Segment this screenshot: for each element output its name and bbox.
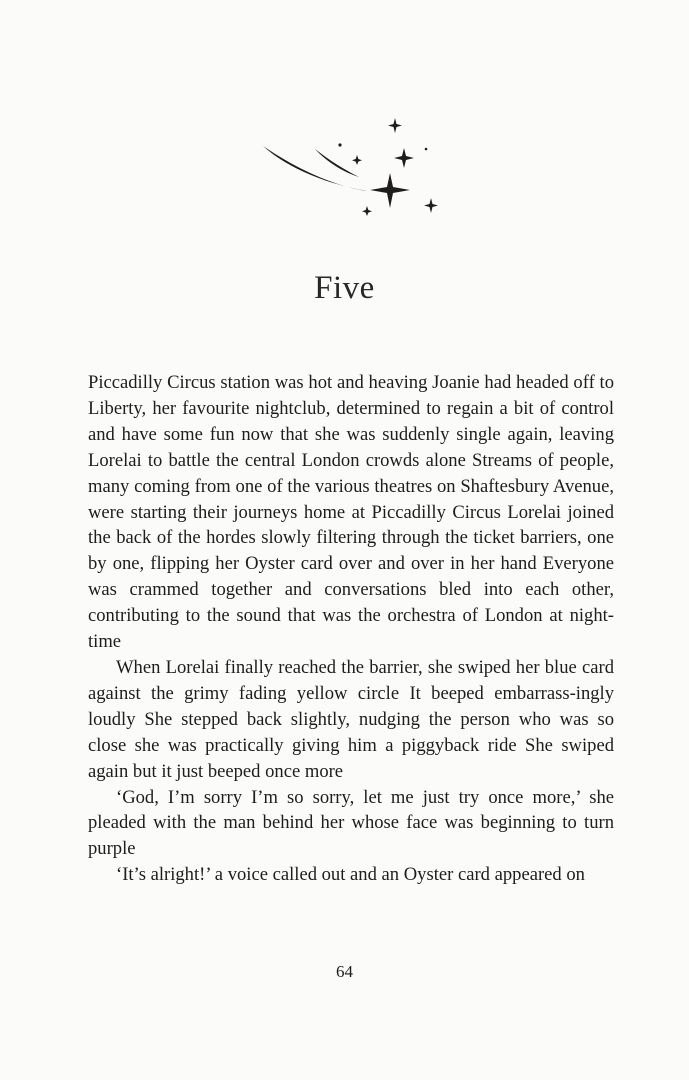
- chapter-title: Five: [314, 270, 375, 307]
- paragraph: ‘God, I’m sorry I’m so sorry, let me just try once more,’ she pleaded with the man behind her whose face was beginning to turn purple: [88, 786, 614, 860]
- chapter-body: [88, 370, 614, 888]
- paragraph: Piccadilly Circus station was hot and heaving Joanie had headed off to Liberty, her favourite nightclub, determined to regain a bit of control and have some fun now that she was suddenly single again, leaving Lorelai to battle the central London crowds alone Streams of people, many coming from one of the various theatres on Shaftesbury Avenue, were starting their journeys home at Piccadilly Circus Lorelai joined the back of the hordes slowly filtering through the ticket barriers, one by one, flipping her Oyster card over and over in her hand Everyone was crammed together and conversations bled into each other, contributing to the sound that was the orchestra of London at night-time: [88, 372, 614, 653]
- shooting-star-icon: [255, 112, 445, 222]
- paragraph: When Lorelai finally reached the barrier, she swiped her blue card against the grimy fading yellow circle It beeped embarrass-ingly loudly She stepped back slightly, nudging the person who was so close she was practically giving him a piggyback ride She swiped again but it just beeped once more: [88, 656, 614, 782]
- page-number: 64: [336, 962, 353, 981]
- paragraph: ‘It’s alright!’ a voice called out and an Oyster card appeared on: [116, 864, 585, 886]
